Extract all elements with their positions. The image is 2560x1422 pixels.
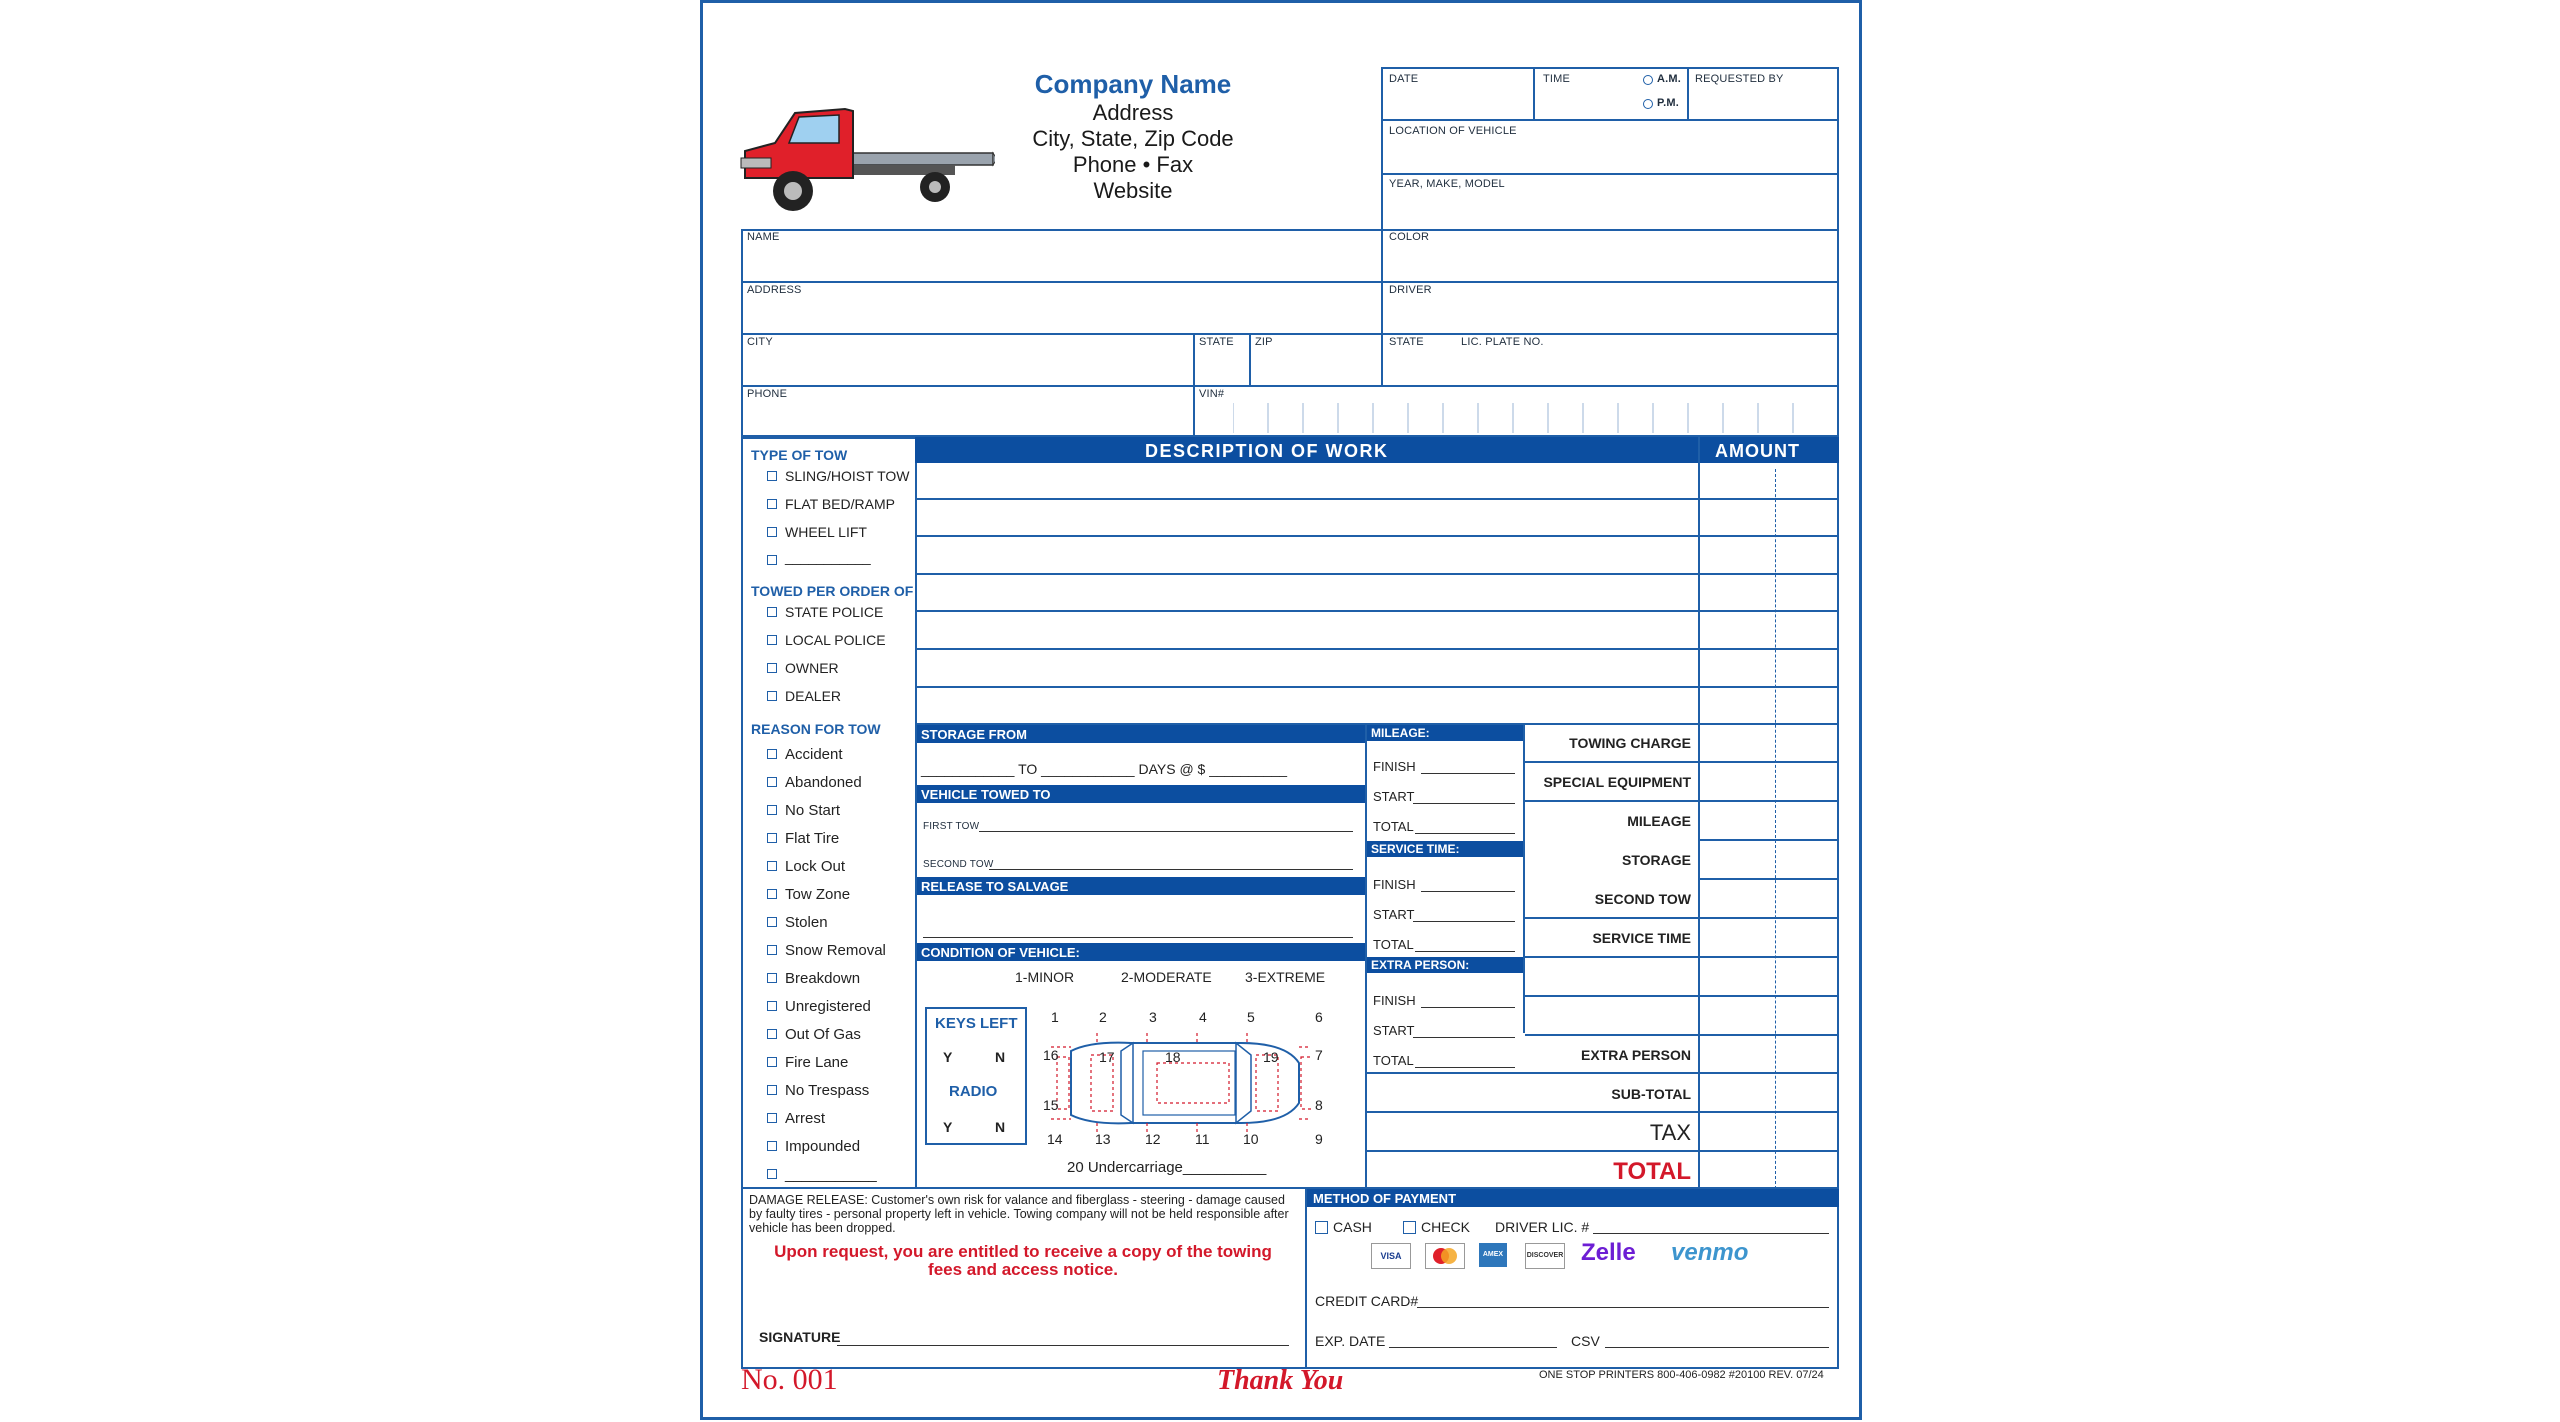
credit-card-label: CREDIT CARD# [1315,1293,1419,1309]
mileage-total: TOTAL [1373,819,1414,834]
zelle-logo: Zelle [1581,1239,1636,1266]
option-local-police: LOCAL POLICE [785,632,886,648]
reason-option-11: Fire Lane [785,1054,849,1071]
keys-no[interactable]: N [995,1049,1006,1065]
payment-title: METHOD OF PAYMENT [1313,1191,1457,1206]
service-total-line[interactable] [1415,951,1515,952]
service-total: TOTAL [1373,937,1414,952]
zone-2: 2 [1099,1009,1107,1025]
reason-option-15[interactable]: ___________ [785,1166,877,1183]
vehicle-damage-diagram[interactable] [1051,1033,1311,1133]
sub-total-label: SUB-TOTAL [1611,1086,1691,1102]
total-label: TOTAL [1613,1158,1691,1185]
vin-label[interactable]: VIN# [1199,388,1225,400]
zone-4: 4 [1199,1009,1207,1025]
keys-yes[interactable]: Y [943,1049,953,1065]
radio-yes[interactable]: Y [943,1119,953,1135]
checkbox-reason-11[interactable] [767,1057,777,1067]
checkbox-reason-4[interactable] [767,861,777,871]
discover-card-icon: DISCOVER [1525,1243,1565,1269]
reason-for-tow-title: REASON FOR TOW [751,721,881,737]
printer-info: ONE STOP PRINTERS 800-406-0982 #20100 REV. 07/24 [1539,1369,1824,1381]
radio-label: RADIO [949,1083,998,1100]
cents-divider [1775,469,1776,1189]
company-city-state-zip: City, State, Zip Code [1032,126,1234,151]
csv-line[interactable] [1605,1347,1829,1348]
option-flat-bed: FLAT BED/RAMP [785,496,895,512]
checkbox-local-police[interactable] [767,635,777,645]
option-tow-other-blank[interactable]: ___________ [785,549,871,565]
checkbox-reason-0[interactable] [767,749,777,759]
mileage-start: START [1373,789,1415,804]
signature-line[interactable] [837,1345,1289,1346]
reason-option-5: Tow Zone [785,886,851,903]
zone-10: 10 [1243,1131,1259,1147]
name-label[interactable]: NAME [747,231,780,243]
tow-invoice-form [700,0,1862,1420]
venmo-logo: venmo [1671,1239,1749,1266]
extra-start: START [1373,1023,1415,1038]
option-owner: OWNER [785,660,839,676]
zone-9: 9 [1315,1131,1323,1147]
mileage-finish: FINISH [1373,759,1416,774]
location-label[interactable]: LOCATION OF VEHICLE [1389,125,1517,137]
year-make-model-label[interactable]: YEAR, MAKE, MODEL [1389,178,1505,190]
vehicle-towed-to-bar [917,785,1365,803]
checkbox-reason-2[interactable] [767,805,777,815]
undercarriage-label[interactable]: 20 Undercarriage__________ [1067,1159,1267,1176]
keys-left-label: KEYS LEFT [935,1015,1018,1032]
condition-bar [917,943,1365,961]
amex-card-icon: AMEX [1479,1243,1507,1267]
checkbox-reason-12[interactable] [767,1085,777,1095]
mastercard-icon [1425,1243,1465,1269]
level-extreme: 3-EXTREME [1245,969,1326,985]
extra-finish: FINISH [1373,993,1416,1008]
extra-finish-line[interactable] [1421,1007,1515,1008]
company-website: Website [1093,178,1173,203]
invoice-number: No. 001 [741,1363,838,1396]
mileage-title: MILEAGE: [1371,726,1430,740]
zone-18: 18 [1165,1049,1181,1065]
am-radio[interactable] [1643,75,1653,85]
checkbox-wheel-lift[interactable] [767,527,777,537]
level-minor: 1-MINOR [1015,969,1075,985]
reason-option-3: Flat Tire [785,830,840,847]
option-sling-hoist: SLING/HOIST TOW [785,468,910,484]
reason-option-13: Arrest [785,1110,826,1127]
driver-label[interactable]: DRIVER [1389,284,1432,296]
credit-card-line[interactable] [1417,1307,1829,1308]
reason-option-12: No Trespass [785,1082,870,1099]
zone-13: 13 [1095,1131,1111,1147]
company-phone-fax: Phone • Fax [1072,152,1194,177]
service-time-title: SERVICE TIME: [1371,842,1460,856]
tow-truck-logo [735,103,995,223]
checkbox-tow-other[interactable] [767,555,777,565]
release-to-salvage-title: RELEASE TO SALVAGE [921,879,1069,894]
thank-you-text: Thank You [1217,1365,1344,1396]
lic-plate-label[interactable]: LIC. PLATE NO. [1461,336,1544,348]
company-address: Address [1092,100,1174,125]
checkbox-reason-7[interactable] [767,945,777,955]
zone-11: 11 [1195,1131,1210,1147]
checkbox-reason-1[interactable] [767,777,777,787]
extra-person-title: EXTRA PERSON: [1371,958,1470,972]
storage-from-title: STORAGE FROM [921,727,1027,742]
date-label[interactable]: DATE [1389,73,1419,85]
checkbox-sling-hoist[interactable] [767,471,777,481]
mileage-start-line[interactable] [1413,803,1515,804]
zone-16: 16 [1043,1047,1059,1063]
zone-19: 19 [1263,1049,1279,1065]
condition-title: CONDITION OF VEHICLE: [921,945,1080,960]
am-label: A.M. [1657,73,1682,85]
check-label: CHECK [1421,1219,1471,1235]
zone-3: 3 [1149,1009,1157,1025]
release-to-salvage-bar [917,877,1365,895]
city-label[interactable]: CITY [747,336,773,348]
reason-option-6: Stolen [785,914,828,931]
vehicle-towed-to-title: VEHICLE TOWED TO [921,787,1051,802]
exp-date-label: EXP. DATE [1315,1333,1386,1349]
reason-option-14: Impounded [785,1138,861,1155]
zip-label[interactable]: ZIP [1255,336,1273,348]
storage-date-line[interactable]: ____________ TO ____________ DAYS @ $ __________ [921,761,1288,777]
reason-option-10: Out Of Gas [785,1026,861,1043]
towed-per-order-title: TOWED PER ORDER OF [751,583,914,599]
zone-1: 1 [1051,1009,1059,1025]
driver-lic-line[interactable] [1593,1233,1829,1234]
mileage-charge-label: MILEAGE [1627,813,1691,829]
reason-option-4: Lock Out [785,858,846,875]
checkbox-reason-14[interactable] [767,1141,777,1151]
checkbox-reason-8[interactable] [767,973,777,983]
checkbox-reason-15[interactable] [767,1169,777,1179]
checkbox-reason-3[interactable] [767,833,777,843]
extra-person-bar [1367,957,1523,973]
salvage-line[interactable] [923,937,1353,938]
access-notice: Upon request, you are entitled to receive a copy of the towing fees and access notice. [774,1242,1272,1279]
checkbox-reason-5[interactable] [767,889,777,899]
zone-15: 15 [1043,1097,1059,1113]
zone-8: 8 [1315,1097,1323,1113]
vehicle-info-box [1381,67,1839,231]
level-moderate: 2-MODERATE [1121,969,1212,985]
vin-character-boxes[interactable] [1233,403,1839,435]
first-tow-line[interactable] [979,831,1353,832]
mileage-total-line[interactable] [1415,833,1515,834]
requested-by-label[interactable]: REQUESTED BY [1695,73,1784,85]
cash-checkbox[interactable] [1315,1221,1328,1234]
extra-total-line[interactable] [1415,1067,1515,1068]
service-finish: FINISH [1373,877,1416,892]
reason-option-7: Snow Removal [785,942,886,959]
payment-bar [1307,1189,1839,1207]
checkbox-flat-bed[interactable] [767,499,777,509]
reason-option-9: Unregistered [785,998,871,1015]
second-tow-charge-label: SECOND TOW [1594,891,1691,907]
color-label[interactable]: COLOR [1389,231,1430,243]
pm-radio[interactable] [1643,99,1653,109]
towing-charge-label: TOWING CHARGE [1569,735,1691,751]
pm-label: P.M. [1657,97,1679,109]
damage-release-text: DAMAGE RELEASE: Customer's own risk for valance and fiberglass - steering - damage caused by faulty tires - personal property left in vehicle. Towing company will not be held responsible after vehicle has been dropped. [749,1193,1289,1235]
amount-heading: AMOUNT [1715,441,1800,461]
reason-option-2: No Start [785,802,841,819]
zone-12: 12 [1145,1131,1161,1147]
option-dealer: DEALER [785,688,842,704]
phone-label[interactable]: PHONE [747,388,788,400]
address-label[interactable]: ADDRESS [747,284,802,296]
option-state-police: STATE POLICE [785,604,884,620]
checkbox-state-police[interactable] [767,607,777,617]
state-plate-label[interactable]: STATE [1389,336,1424,348]
cash-label: CASH [1333,1219,1372,1235]
exp-date-line[interactable] [1389,1347,1557,1348]
zone-7: 7 [1315,1047,1323,1063]
service-start-line[interactable] [1413,921,1515,922]
service-time-charge-label: SERVICE TIME [1592,930,1691,946]
checkbox-reason-6[interactable] [767,917,777,927]
first-tow-label: FIRST TOW [923,821,980,832]
storage-from-bar [917,725,1365,743]
signature-label: SIGNATURE [759,1329,841,1345]
visa-card-icon: VISA [1371,1243,1411,1269]
reason-option-1: Abandoned [785,774,862,791]
state-label[interactable]: STATE [1199,336,1234,348]
checkbox-owner[interactable] [767,663,777,673]
checkbox-dealer[interactable] [767,691,777,701]
service-start: START [1373,907,1415,922]
checkbox-reason-10[interactable] [767,1029,777,1039]
driver-lic-label: DRIVER LIC. # [1495,1219,1590,1235]
description-header-bar [915,437,1839,463]
checkbox-reason-13[interactable] [767,1113,777,1123]
description-of-work-heading: DESCRIPTION OF WORK [1145,441,1389,461]
service-finish-line[interactable] [1421,891,1515,892]
time-label[interactable]: TIME [1543,73,1571,85]
zone-5: 5 [1247,1009,1255,1025]
second-tow-line[interactable] [989,869,1353,870]
company-name: Company Name [1034,69,1232,99]
special-equipment-label: SPECIAL EQUIPMENT [1543,774,1691,790]
reason-option-8: Breakdown [785,970,861,987]
extra-start-line[interactable] [1413,1037,1515,1038]
extra-person-charge-label: EXTRA PERSON [1581,1047,1691,1063]
check-checkbox[interactable] [1403,1221,1416,1234]
type-of-tow-title: TYPE OF TOW [751,447,848,463]
reason-option-0: Accident [785,746,843,763]
checkbox-reason-9[interactable] [767,1001,777,1011]
zone-14: 14 [1047,1131,1063,1147]
mileage-finish-line[interactable] [1421,773,1515,774]
radio-no[interactable]: N [995,1119,1006,1135]
option-wheel-lift: WHEEL LIFT [785,524,867,540]
csv-label: CSV [1571,1333,1600,1349]
tax-label: TAX [1649,1120,1691,1145]
service-time-bar [1367,841,1523,857]
storage-charge-label: STORAGE [1622,852,1691,868]
mileage-bar [1367,725,1523,741]
zone-17: 17 [1099,1049,1115,1065]
zone-6: 6 [1315,1009,1323,1025]
second-tow-label: SECOND TOW [923,859,994,870]
extra-total: TOTAL [1373,1053,1414,1068]
